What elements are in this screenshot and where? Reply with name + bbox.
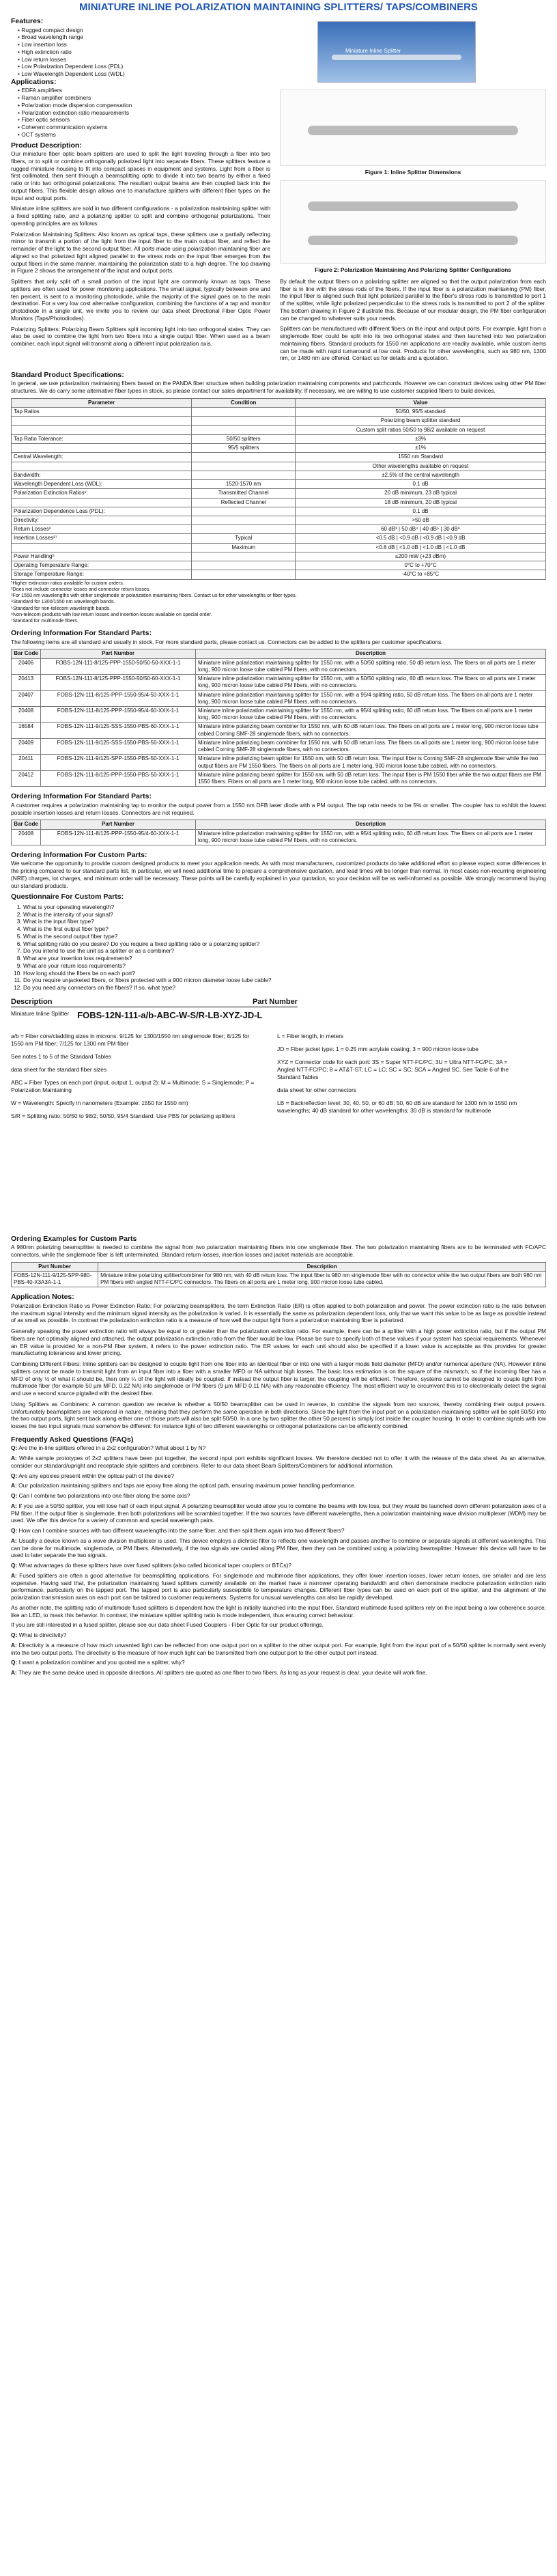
faq-entry xyxy=(11,1572,546,1601)
feature-item: • Broad wavelength range xyxy=(18,33,270,41)
table-header-row xyxy=(12,820,546,829)
faq-marker: Q: xyxy=(11,1527,18,1535)
table-row xyxy=(12,738,546,754)
faq-entry xyxy=(11,1492,546,1500)
table-cell: FOBS-12N-111-8/125-PPP-1550-PBS-50-XXX-1-1 xyxy=(41,770,196,786)
table-row xyxy=(12,706,546,722)
table-cell: >50 dB xyxy=(296,516,546,524)
order2-heading: Ordering Information For Standard Parts: xyxy=(11,792,152,801)
table-header-cell: Part Number xyxy=(12,1262,98,1271)
description-heading: Description xyxy=(11,997,53,1006)
applications-heading: Applications: xyxy=(11,77,57,86)
table-cell: Miniature inline polarization maintaining splitter for 1550 nm, with a 95/4 splitting ratio, 60 dB return loss. The fibers on all ports are 1 meter long, 900 micron loose tube cabled PM fibers, with no connectors. xyxy=(196,706,546,722)
table-cell xyxy=(192,570,296,579)
table-header-cell: Value xyxy=(296,398,546,407)
table-cell: FOBS-12N-111-8/125-PPP-1550-50/50-50-XXX-1-1 xyxy=(41,658,196,674)
faq-marker: Q: xyxy=(11,1659,18,1666)
table-cell: FOBS-12N-111-8/125-PPP-1550-95/4-60-XXX-1-1 xyxy=(41,829,196,845)
question-item: 9. What are your return loss requirements? xyxy=(23,962,546,970)
table-row xyxy=(12,489,546,498)
table-cell: 18 dB minimum, 20 dB typical xyxy=(296,498,546,507)
description-row xyxy=(11,1010,546,1022)
description-option: JD = Fiber jacket type: 1 = 0.25 mm acrylate coating; 3 = 900 micron loose tube xyxy=(277,1046,479,1053)
table-header-row xyxy=(12,1262,546,1271)
table-cell: 50/50 splitters xyxy=(192,434,296,443)
table-cell: ±2.5% of the central wavelength xyxy=(296,471,546,479)
table-cell: Miniature inline polarization maintaining splitter for 1550 nm, with a 50/50 splitting ratio, 60 dB return loss. The fibers on all ports are 1 meter long, 900 micron loose tube cabled PM fibers, with no connectors. xyxy=(196,675,546,690)
table-row xyxy=(12,444,546,453)
app-note-paragraph: Combining Different Fibers: Inline splitters can be designed to couple light from one fiber into an identical fiber or into one with a larger mode field diameter (MFD) and/or numerical aperture (NA). However inline splitters cannot be made to transmit light from an input fiber into a fiber with a smaller MFD or NA without high losses. The basic loss estimation is on the square of the mismatch, so if the incoming fiber has a MFD of only ½ of what it should be, then only ¼ of the light will ideally be coupled. If instead the output fiber is larger, the coupling will be efficient. Therefore, systems cannot be designed to couple light from multimode fiber (for example 50 µm MFD, 0.22 NA) into singlemode or PM fibers (9 µm MFD 0.11 NA) with any reasonable efficiency. The most efficient way to circumvent this is to electronically detect the signal and use a second source pigtailed with the desired fiber. xyxy=(11,1360,546,1397)
faq-text: If you use a 50/50 splitter, you will lose half of each input signal. A polarizing beamsplitter would allow you to combine the beams with low loss, but they would be launched down different polarization axes of a PM fiber. If the output fiber is singlemode, then both polarizations will be scrambled together. If the two sources have different wavelengths, then a polarization maintaining wave division multiplexer (WDM) may be used. We offer this device for a variety of common and special wavelength pairs. xyxy=(11,1502,546,1524)
order1-section xyxy=(11,629,546,787)
faq-entry xyxy=(11,1604,546,1619)
table-cell xyxy=(192,417,296,425)
app-note-paragraph: Using Splitters as Combiners: A common question we receive is whether a 50/50 beamsplitter can be used in reverse, to combine the signals from two sources, thereby combining their output powers. Unfortunately beamsplitters are reciprocal in nature, meaning that they perform the same operation in both directions. Since the light from the input port on a polarization maintaining splitter will be split 50/50 into the two output ports, light sent back along either one of those ports will also be split 50/50. In a one by two splitter the other 50 percent is simply lost inside the coupler housing. In order to combine signals with low losses the two input signals must somehow be different: for instance light of two different wavelengths or orthogonal polarizations can be efficiently combined. xyxy=(11,1400,546,1430)
question-item: 8. What are your insertion loss requirements? xyxy=(23,955,546,962)
table-cell: Miniature inline polarization maintaining splitter for 1550 nm, with a 50/50 splitting ratio, 50 dB return loss. The fibers on all ports are 1 meter long, 900 micron loose tube cabled PM fibers, with no connectors. xyxy=(196,658,546,674)
table-cell: 60 dB³ | 50 dB⁴ | 40 dB⁵ | 30 dB⁶ xyxy=(296,525,546,534)
table-row xyxy=(12,829,546,845)
table-cell: <0.8 dB | <1.0 dB | <1.0 dB | <1.0 dB xyxy=(296,543,546,552)
table-cell: <0.5 dB | <0.9 dB | <0.9 dB | <0.9 dB xyxy=(296,534,546,543)
application-item: • Coherent communication systems xyxy=(18,124,270,131)
description-option: S/R = Splitting ratio: 50/50 to 98/2; 50/50, 95/4 Standard. Use PBS for polarizing splitters xyxy=(11,1112,235,1120)
faq-text: What advantages do these splitters have over fused splitters (also called biconical taper couplers or BTCs)? xyxy=(18,1562,292,1569)
faq-entry xyxy=(11,1455,546,1470)
question-item: 12. Do you need any connectors on the fibers? If so, what type? xyxy=(23,984,546,992)
table-cell xyxy=(192,453,296,462)
table-cell: ±1% xyxy=(296,444,546,453)
faq-entry xyxy=(11,1632,546,1639)
table-cell: Bandwidth: xyxy=(12,471,192,479)
description-option: L = Fiber length, in meters xyxy=(277,1032,344,1039)
table-cell: 1550 nm Standard xyxy=(296,453,546,462)
features-heading: Features: xyxy=(11,17,44,26)
question-item: 5. What is the second output fiber type? xyxy=(23,933,546,940)
application-item: • Raman amplifier combiners xyxy=(18,94,270,102)
table-cell: 20407 xyxy=(12,690,41,706)
faq-marker: A: xyxy=(11,1669,17,1677)
spec-section xyxy=(11,371,546,624)
table-row xyxy=(12,534,546,543)
faq-entry xyxy=(11,1482,546,1489)
table-cell: Polarization Extinction Ratios¹: xyxy=(12,489,192,498)
description-option: XYZ = Connector code for each port: 3S = Super NTT-FC/PC; 3U = Ultra NTT-FC/PC; 3A = Angled NTT-FC/PC; 8 = AT&T-ST; LC = LC; SC = SC; SCA = Angled SC. See Table 6 of the Standard Tables xyxy=(277,1059,509,1080)
table-header-cell: Description xyxy=(196,820,546,829)
figure2-caption: Figure 2: Polarization Maintaining And Polarizing Splitter Configurations xyxy=(315,266,511,273)
application-item: • Polarization mode dispersion compensation xyxy=(18,102,270,109)
table-cell: Directivity: xyxy=(12,516,192,524)
faq-marker: A: xyxy=(11,1537,17,1544)
table-cell: Storage Temperature Range: xyxy=(12,570,192,579)
table-row xyxy=(12,658,546,674)
table-cell: Miniature inline polarization maintaining splitter for 1550 nm, with a 95/4 splitting ratio, 60 dB return loss. The fibers on all ports are 1 meter long, 900 micron loose tube cabled PM fibers, with no connectors. xyxy=(196,829,546,845)
faq-entry xyxy=(11,1527,546,1535)
examples-heading: Ordering Examples for Custom Parts xyxy=(11,1234,137,1243)
dimensions-diagram xyxy=(280,89,546,166)
table-cell: Tap Ratios xyxy=(12,408,192,417)
spec-note: ⁵Standard for non-telecom wavelength bands. xyxy=(11,604,111,611)
product-description-p6: By default the output fibers on a polarizing splitter are aligned so that the output polarization from each fiber is in line with the stress rods of the fibers. If the input fiber is a polarization maintaining (PM) fiber, the input fiber is aligned such that light polarized parallel to the fiber's stress rods is transmitted to port 1 of the splitter, while light polarized perpendicular to the stress rods is transmitted to port 2 of the splitter. The bottom drawing in Figure 2 illustrate this. Because of our modular design, the PM fiber configuration can be changed to whatever suits your needs. xyxy=(280,277,546,322)
table-cell: FOBS-12N-111-8/125-PPP-1550-95/4-60-XXX-1-1 xyxy=(41,706,196,722)
feature-item: • Low insertion loss xyxy=(18,41,270,48)
table-row xyxy=(12,408,546,417)
table-row xyxy=(12,690,546,706)
table-cell: Miniature inline polarizing beam combiner for 1550 nm, with 50 dB return loss. The fibers on all ports are 1 meter long, 900 micron loose tube cabled Corning SMF-28 singlemode fibers, with no connectors. xyxy=(196,738,546,754)
table-cell: Maximum xyxy=(192,543,296,552)
product-description-p2: Miniature inline splitters are sold in two different configurations - a polarization maintaining splitter with a fixed splitting ratio, and a polarizing splitter to split and combine orthogonal polarizations. Their operating principles are as follows: xyxy=(11,205,270,227)
order1-heading: Ordering Information For Standard Parts: xyxy=(11,629,152,638)
faq-body xyxy=(11,1444,546,1677)
examples-section xyxy=(11,1235,546,1288)
faq-marker: A: xyxy=(11,1482,17,1489)
faq-text: They are the same device used in opposite directions. All splitters are quoted as one fiber to two fibers. As long as your request is clear, your device will work fine. xyxy=(18,1669,427,1677)
faq-marker: A: xyxy=(11,1571,17,1579)
table-cell xyxy=(12,498,192,507)
table-cell xyxy=(192,471,296,479)
faq-text: Directivity is a measure of how much unwanted light can be reflected from one output port on a splitter to the other output port. For example, light from the input port of a 50/50 splitter is normally sent evenly into the two output ports. The directivity is the measure of how much light can be transmitted from one output port to the other output port instead. xyxy=(11,1641,546,1656)
application-item: • Polarization extinction ratio measurements xyxy=(18,109,270,117)
part-number-code: FOBS-12N-111-a/b-ABC-W-S/R-LB-XYZ-JD-L xyxy=(77,1009,263,1020)
question-item: 7. Do you intend to use the unit as a splitter or as a combiner? xyxy=(23,947,546,955)
table-row xyxy=(12,462,546,471)
question-item: 4. What is the first output fiber type? xyxy=(23,925,546,933)
table-cell xyxy=(12,444,192,453)
faq-marker: Q: xyxy=(11,1632,18,1639)
table-cell: ≤200 mW (+23 dBm) xyxy=(296,552,546,561)
question-item: 11. Do you require unjacketed fibers, or fibers protected with a 900 micron diameter loose tube cable? xyxy=(23,977,546,984)
faq-entry xyxy=(11,1537,546,1559)
question-item: 2. What is the intensity of your signal? xyxy=(23,911,546,919)
product-description-p4: Splitters that only split off a small portion of the input light are commonly known as taps. These splitters are often used for power monitoring applications. The small signal, typically between one and ten percent, is sent to a monitoring photodiode, while the majority of the signal goes on to the main destination. For a very low cost alternative configuration, combining the functions of a tap and monitor photodiode in a single unit, we invite you to review our data sheet Directional Fiber Optic Power Monitors (Taps/Photodiodes). xyxy=(11,278,270,322)
polarizing-splitter-outline xyxy=(308,236,518,245)
faq-text: As another note, the splitting ratio of multimode fused splitters is dependent how the light is initially launched into the input fiber. Standard multimode fused splitters rely on the input being a low coherence source, like an LED, to mask this behavior. In contrast, the miniature splitter splitting ratio is mode independent, thus ensuring correct behaviour. xyxy=(11,1604,546,1619)
faq-marker: Q: xyxy=(11,1492,18,1500)
faq-entry xyxy=(11,1621,546,1629)
table-cell xyxy=(12,425,192,434)
faq-text: Are any epoxies present within the optical path of the device? xyxy=(18,1472,174,1479)
table-cell: Miniature inline polarizing splitter/combiner for 980 nm, with 40 dB return loss. The input fiber is 980 nm singlemode fiber with no connector while the two output fibers are both 980 nm PM fibers with angled NTT-FC/PC connectors. The fibers on all ports are 1 meter long, 900 micron loose tube cabled. xyxy=(98,1272,546,1287)
spec-note: ³For 1550 nm wavelengths with either singlemode or polarization maintaining fibers. Contact us for other wavelengths or fiber types. xyxy=(11,592,297,599)
table-cell: 20406 xyxy=(12,658,41,674)
table-cell: FOBS-12N-111-9/125-SPP-1550-PBS-50-XXX-1-1 xyxy=(41,755,196,770)
table-cell: Typical xyxy=(192,534,296,543)
applications-list xyxy=(11,87,270,138)
table-cell xyxy=(192,516,296,524)
description-option: ABC = Fiber Types on each port (input, output 1, output 2): M = Multimode; S = Singlemode; P = Polarization Maintaining xyxy=(11,1079,255,1093)
order2-intro: A customer requires a polarization maintaining tap to monitor the output power from a 1550 nm DFB laser diode with a PM output. The tap ratio needs to be 5% or smaller. The coupler has to exhibit the lowest possible insertion losses and return losses. Connectors are not required. xyxy=(11,801,546,816)
right-column xyxy=(280,17,546,365)
product-description-p3: Polarization Maintaining Splitters: Also known as optical taps, these splitters use a partially reflecting mirror to transmit a portion of the light from the input fiber to the main output fiber, and reflect the remainder of the light to the second output fiber. All ports made using polarization maintaining fiber are aligned so that polarized light aligned parallel to the stress rods on the input fiber emerges from the output fibers in the same manner, maintaining the polarization state to a high degree. The top drawing in Figure 2 shows the arrangement of the input and output ports. xyxy=(11,230,270,275)
faq-entry xyxy=(11,1642,546,1657)
faq-text: Fused splitters are often a good alternative for beamsplitting applications. For singlemode and multimode fiber applications, they offer lower insertion losses, lower return losses, are smaller and are less expensive. Having said that, the polarization maintaining fused splitters currently available on the market have a narrower operating bandwidth and often demonstrate mediocre polarization extinction ratio performance, particularly on the tapped port. The tapped port is also particularly susceptible to temperature changes. Different fiber types can be used on each port of the splitter, and the alignment of the polarization transmission axes on each port can be tailored to customer requirements. Systems for unusual wavelengths can also be rapidly developed. xyxy=(11,1571,547,1601)
description-option: W = Wavelength: Specify in nanometers (Example: 1550 for 1550 nm) xyxy=(11,1100,188,1106)
product-photo xyxy=(317,21,476,83)
table-cell: FOBS-12N-111-9/125-SSS-1550-PBS-60-XXX-1-1 xyxy=(41,723,196,738)
faq-marker: A: xyxy=(11,1502,17,1509)
table-cell xyxy=(192,525,296,534)
table-row xyxy=(12,453,546,462)
table-row xyxy=(12,755,546,770)
table-cell: Tap Ratio Tolerance: xyxy=(12,434,192,443)
table-row xyxy=(12,552,546,561)
faq-text: While sample prototypes of 2x2 splitters have been put together, the second input port exhibits significant losses. We therefore decided not to offer it with the release of the data sheet. As an alternative, consider our standard/upright and receptacle style splitters and combiners. Refer to our data sheet Beam Splitters/Combiners for additional information. xyxy=(11,1455,546,1469)
splitter-outline xyxy=(308,126,518,135)
table-cell xyxy=(192,552,296,561)
description-option: data sheet for other connectors xyxy=(277,1086,356,1093)
top-columns xyxy=(11,17,546,365)
question-item: 6. What splitting ratio do you desire? Do you require a fixed splitting ratio or a polarizing splitter? xyxy=(23,940,546,948)
table-cell xyxy=(192,425,296,434)
table-row xyxy=(12,570,546,579)
table-cell: FOBS-12N-111-8/125-PPP-1550-95/4-50-XXX-1-1 xyxy=(41,690,196,706)
spec-note: ⁶Non-telecom products with low return losses and insertion losses available on special order. xyxy=(11,611,212,617)
faq-text: What is directivity? xyxy=(18,1632,67,1639)
table-cell: FOBS-12N-111-9/125-SSS-1550-PBS-50-XXX-1-1 xyxy=(41,738,196,754)
custom-heading: Ordering Information For Custom Parts: xyxy=(11,850,147,859)
faq-marker: A: xyxy=(11,1455,17,1462)
table-cell: 20413 xyxy=(12,675,41,690)
product-photo-label: Miniature Inline Splitter xyxy=(345,48,401,55)
description-left xyxy=(11,1027,257,1126)
table-cell xyxy=(12,417,192,425)
table-cell: FOBS-12N-111-9/125-SPP-980-PBS-40-X3A3A-1-1 xyxy=(12,1272,98,1287)
table-cell: 0.1 dB xyxy=(296,480,546,489)
table-row xyxy=(12,561,546,570)
table-cell: 20408 xyxy=(12,706,41,722)
table-row xyxy=(12,434,546,443)
faq-text: Our polarization maintaining splitters and taps are epoxy free along the optical path, ensuring maximum power handling performance. xyxy=(18,1482,356,1489)
table-cell: Wavelength Dependent Loss (WDL): xyxy=(12,480,192,489)
feature-item: • Low Polarization Dependent Loss (PDL) xyxy=(18,63,270,70)
table-row xyxy=(12,723,546,738)
table-cell: 16584 xyxy=(12,723,41,738)
table-cell: FOBS-12N-111-8/125-PPP-1550-50/50-60-XXX-1-1 xyxy=(41,675,196,690)
spec-note: ²Does not include connector losses and connector return losses. xyxy=(11,585,151,592)
table-row xyxy=(12,425,546,434)
table-cell: 50/50, 95/5 standard xyxy=(296,408,546,417)
table-cell: Central Wavelength: xyxy=(12,453,192,462)
application-item: • EDFA amplifiers xyxy=(18,87,270,94)
table-header-row xyxy=(12,649,546,658)
spec-heading: Standard Product Specifications: xyxy=(11,371,124,379)
order2-table xyxy=(11,820,546,845)
table-row xyxy=(12,507,546,516)
order1-table xyxy=(11,649,546,787)
table-cell: Miniature inline polarizing beam splitter for 1550 nm, with 50 dB return loss. The input fiber is Corning SMF-28 singlemode fiber while the two output fibers are PM 1550 fibers. The fibers on all ports are 1 meter long, 900 micron loose tube cabled, with no connectors. xyxy=(196,755,546,770)
table-cell: Other wavelengths available on request xyxy=(296,462,546,471)
table-row xyxy=(12,543,546,552)
table-cell: 20408 xyxy=(12,829,41,845)
datasheet-page xyxy=(11,0,546,1677)
spec-note: ⁴Standard for 1300/1550 nm wavelength bands. xyxy=(11,598,115,605)
table-cell: 1520-1570 nm xyxy=(192,480,296,489)
table-cell: Miniature inline polarizing beam combiner for 1550 nm, with 60 dB return loss. The fibers on all ports are 1 meter long, 900 micron loose tube cabled Corning SMF-28 singlemode fibers, with no connectors. xyxy=(196,723,546,738)
table-header-cell: Part Number xyxy=(41,649,196,658)
description-header xyxy=(11,997,298,1007)
custom-section xyxy=(11,851,546,992)
table-cell: Operating Temperature Range: xyxy=(12,561,192,570)
table-header-row xyxy=(12,398,546,407)
table-header-cell: Bar Code xyxy=(12,649,41,658)
table-cell: Polarization Dependence Loss (PDL): xyxy=(12,507,192,516)
features-list xyxy=(11,27,270,78)
faq-entry xyxy=(11,1444,546,1452)
faq-marker: Q: xyxy=(11,1562,18,1569)
faq-text: Are the in-line splitters offered in a 2x2 configuration? What about 1 by N? xyxy=(18,1444,206,1452)
app-note-paragraph: Polarization Extinction Ratio vs Power Extinction Ratio: For polarizing beamsplitters, the term Extinction Ratio (ER) is often applied to both polarization and power. The power extinction ratio is the ratio between the maximum signal intensity and the minimum signal intensity as the polarization is varied. It is essentially the same as polarization dependent loss, only that we want this value to be as large as possible instead of as small as possible. In contrast the polarization extinction ratio is a measure of how well the output light from a polarization maintaining fiber is polarized. xyxy=(11,1302,546,1324)
table-row xyxy=(12,471,546,479)
feature-item: • Low Wavelength Dependent Loss (WDL) xyxy=(18,70,270,78)
faq-marker: Q: xyxy=(11,1472,18,1479)
description-right xyxy=(277,1027,523,1126)
table-cell xyxy=(192,507,296,516)
table-header-cell: Description xyxy=(98,1262,546,1271)
table-cell: Transmitted Channel xyxy=(192,489,296,498)
product-description-heading: Product Description: xyxy=(11,141,82,150)
faq-text: Usually a device known as a wave division multiplexer is used. This device employs a dichroic filter to reflects one wavelength and passes another to combine or separate signals at different wavelengths. This can be done for multimode, singlemode, or PM fibers. Alternatively, if the two signals are carried along PM fiber, then they can be combined using a polarizing beamsplitter. However this device will have to be used to later separate the two signals. xyxy=(11,1537,547,1559)
order1-intro: The following items are all standard and usually in stock. For more standard parts, please contact us. Connectors can be added to the splitters per customer specifications. xyxy=(11,638,443,645)
faq-text: Can I combine two polarizations into one fiber along the same axis? xyxy=(18,1492,190,1500)
spec-note: ¹Higher extinction ratios available for custom orders. xyxy=(11,579,124,586)
table-row xyxy=(12,770,546,786)
splitter-body xyxy=(332,55,461,60)
table-header-cell: Parameter xyxy=(12,398,192,407)
feature-item: • Low return losses xyxy=(18,56,270,64)
faq-entry xyxy=(11,1669,546,1677)
table-cell: Miniature inline polarization maintaining splitter for 1550 nm, with a 95/4 splitting ratio, 50 dB return loss. The fibers on all ports are 1 meter long, 900 micron loose tube cabled PM fibers, with no connectors. xyxy=(196,690,546,706)
table-cell: Insertion Losses²⁷ xyxy=(12,534,192,543)
application-item: • OCT systems xyxy=(18,131,270,139)
faq-marker: A: xyxy=(11,1641,17,1649)
faq-entry xyxy=(11,1659,546,1666)
description-option: a/b = Fiber core/cladding sizes in microns: 9/125 for 1300/1550 nm singlemode fiber; 8/125 for 1550 nm PM fiber; 7/125 for 1300 nm PM fiber xyxy=(11,1032,250,1047)
table-row xyxy=(12,480,546,489)
faq-text: If you are still interested in a fused splitter, please see our data sheet Fused Couplers - Fiber Optic for our product offerings. xyxy=(11,1621,324,1629)
table-header-cell: Bar Code xyxy=(12,820,41,829)
table-row xyxy=(12,498,546,507)
page-title: MINIATURE INLINE POLARIZATION MAINTAINING SPLITTERS/ TAPS/COMBINERS xyxy=(79,1,478,13)
figure1-caption: Figure 1: Inline Splitter Dimensions xyxy=(365,169,461,176)
table-cell: 0.1 dB xyxy=(296,507,546,516)
spec-intro: In general, we use polarization maintaining fibers based on the PANDA fiber structure when building polarization maintaining components and patchcords. However we can construct devices using other PM fiber structures. We do carry some alternative fiber types in stock, so please contact our sales department for availability. If necessary, we are willing to use customer supplied fibers to build devices. xyxy=(11,380,546,395)
faq-entry xyxy=(11,1472,546,1480)
questionnaire-list xyxy=(11,904,546,992)
product-description-p5: Polarizing Splitters: Polarizing Beam Splitters split incoming light into two orthogonal states. They can also be used to combine the light from two fibers into a single output fiber. When used as a beam combiner, each input signal will transmit along a different input polarization axis. xyxy=(11,325,270,348)
table-header-cell: Description xyxy=(196,649,546,658)
questionnaire-heading: Questionnaire For Custom Parts: xyxy=(11,893,124,901)
table-cell: Reflected Channel xyxy=(192,498,296,507)
description-option: LB = Backreflection level: 30, 40, 50, or 60 dB; 50, 60 dB are standard for 1300 nm to 1550 nm wavelengths; 40 dB standard for other wavelengths; 30 dB is standard for multimode xyxy=(277,1100,517,1114)
faq-marker: Q: xyxy=(11,1444,18,1452)
table-cell xyxy=(192,408,296,417)
spec-note: ⁷Standard for multimode fibers. xyxy=(11,617,78,624)
table-cell: 20409 xyxy=(12,738,41,754)
table-cell: Return Losses² xyxy=(12,525,192,534)
table-cell: Power Handling⁸ xyxy=(12,552,192,561)
table-row xyxy=(12,525,546,534)
table-cell: Polarizing beam splitter standard xyxy=(296,417,546,425)
faq-text: How can I combine sources with two different wavelengths into the same fiber, and then split them again into two different fibers? xyxy=(18,1527,345,1535)
configuration-diagram xyxy=(280,180,546,264)
app-notes-section xyxy=(11,1293,546,1429)
spec-notes xyxy=(11,580,546,624)
table-cell xyxy=(12,462,192,471)
faq-entry xyxy=(11,1502,546,1524)
table-cell xyxy=(192,462,296,471)
left-column xyxy=(11,17,270,365)
spec-table xyxy=(11,398,546,580)
table-row xyxy=(12,675,546,690)
table-cell: Custom split ratios 50/50 to 98/2 available on request xyxy=(296,425,546,434)
question-item: 3. What is the input fiber type? xyxy=(23,918,546,925)
table-header-cell: Part Number xyxy=(41,820,196,829)
table-cell: -40°C to +85°C xyxy=(296,570,546,579)
table-cell: 20 dB minimum, 23 dB typical xyxy=(296,489,546,498)
app-notes-body xyxy=(11,1302,546,1430)
app-notes-heading: Application Notes: xyxy=(11,1293,74,1302)
table-cell: ±3% xyxy=(296,434,546,443)
faq-heading: Frequently Asked Questions (FAQs) xyxy=(11,1435,134,1444)
description-name: Miniature Inline Splitter xyxy=(11,1009,70,1017)
product-description-p1: Our miniature fiber optic beam splitters are used to split the light traveling through a fiber into two fibers, or to split or combine orthogonally polarized light into separate fibers. These splitters feature a rugged miniature housing to fit into compact spaces in equipment and systems. Light from a fiber is first collimated, then sent through a beamsplitting optic to divide it into two beams by either a fixed ratio or into two orthogonal polarizations. The resultant output beams are then coupled back into the output fibers. This flexible design allows one to manufacture splitters with different fiber types on the input and output ports. xyxy=(11,150,270,201)
order2-section xyxy=(11,792,546,845)
description-option: See notes 1 to 5 of the Standard Tables xyxy=(11,1052,111,1060)
table-cell: 0°C to +70°C xyxy=(296,561,546,570)
question-item: 1. What is your operating wavelength? xyxy=(23,904,546,911)
application-item: • Fiber optic sensors xyxy=(18,116,270,124)
faq-entry xyxy=(11,1562,546,1569)
table-cell: Miniature inline polarizing beam splitter for 1550 nm, with 50 dB return loss. The input fiber is PM 1550 fiber while the two output fibers are PM 1550 fibers. Fibers on all ports are 1 meter long, 900 micron loose tube cabled, with no connectors. xyxy=(196,770,546,786)
feature-item: • High extinction ratio xyxy=(18,48,270,56)
table-cell: 95/5 splitters xyxy=(192,444,296,453)
table-row xyxy=(12,417,546,425)
app-note-paragraph: Generally speaking the power extinction ratio will always be equal to or greater than the polarization extinction ratio. For example, there can be a splitter with a high power extinction ratio, but if the output PM fibers are not optimally aligned and attached, the output polarization extinction ratio from the fiber would be low. Please be sure to specify both of these values if your system has special requirements. Whenever an ER value is provided for a non-PM fiber system, it refers to the power extinction ratio. The ER values for each unit should also be specified if a lower value is acceptable as this provides for greater manufacturing tolerances and lower pricing. xyxy=(11,1328,546,1357)
table-row xyxy=(12,1272,546,1287)
pm-splitter-outline xyxy=(308,201,518,211)
part-number-description xyxy=(11,997,546,1229)
examples-table xyxy=(11,1262,546,1288)
table-header-cell: Condition xyxy=(192,398,296,407)
examples-intro: A 980nm polarizing beamsplitter is needed to combine the signal from two polarization maintaining fibers into one singlemode fiber. The two polarization maintaining fibers are to be terminated with FC/APC connectors, while the singlemode fiber is left unterminated. Standard return losses, insertion losses and jacket materials are acceptable. xyxy=(11,1244,546,1259)
table-cell: 20411 xyxy=(12,755,41,770)
question-item: 10. How long should the fibers be on each port? xyxy=(23,970,546,977)
table-cell: 20412 xyxy=(12,770,41,786)
table-row xyxy=(12,516,546,524)
description-option: data sheet for the standard fiber sizes xyxy=(11,1065,107,1073)
faq-text: I want a polarization combiner and you quoted me a splitter, why? xyxy=(18,1659,185,1666)
custom-text: We welcome the opportunity to provide custom designed products to meet your application needs. As with most manufacturers, customized products do take additional effort so please expect some differences in the pricing compared to our standard parts list. In particular, we will need additional time to prepare a comprehensive quotation, and lead times will be longer than normal. In most cases non-recurring engineering (NRE) charges, lot charges, and minimum order will be necessary. These points will be carefully explained in your quotation, so your decision will be as well-informed as possible. We strongly recommend buying our standard products. xyxy=(11,860,546,889)
part-number-heading: Part Number xyxy=(252,997,298,1006)
faq-section xyxy=(11,1436,546,1677)
product-description-p7: Splitters can be manufactured with different fibers on the input and output ports. For example, light from a singlemode fiber could be split into its two orthogonal states and then launched into two polarization maintaining fibers. Standard products for 1550 nm applications are readily available, while custom items can be made with rapid turnaround at low cost. Products for other wavelengths, such as 980 nm, 1300 nm, or 1480 nm are offered. Contact us for details and a quotation. xyxy=(280,325,546,362)
description-columns xyxy=(11,1027,546,1126)
table-cell xyxy=(12,543,192,552)
feature-item: • Rugged compact design xyxy=(18,27,270,34)
table-cell xyxy=(192,561,296,570)
